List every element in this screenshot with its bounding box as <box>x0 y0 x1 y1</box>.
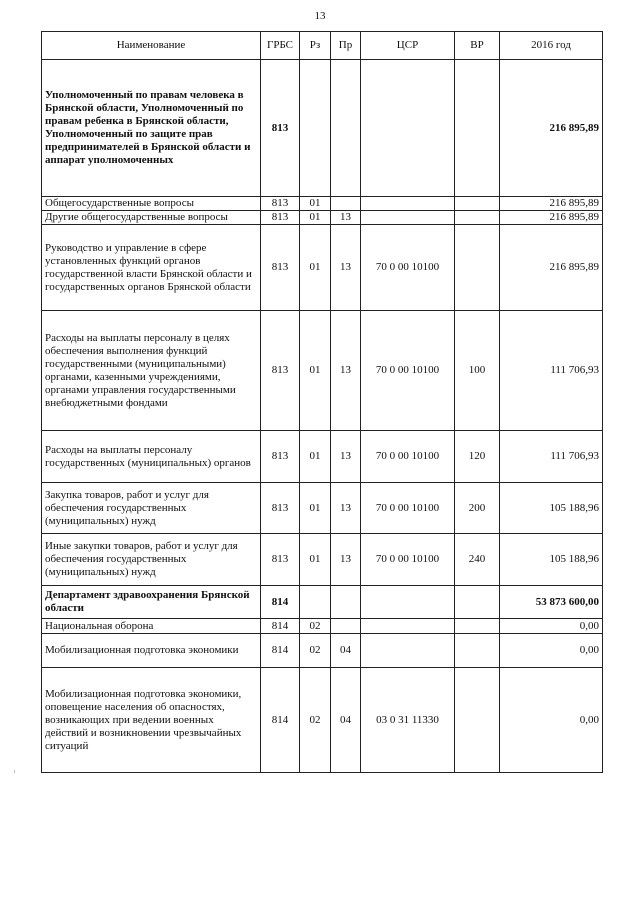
row-amount: 0,00 <box>500 619 603 634</box>
row-amount: 216 895,89 <box>500 60 603 197</box>
row-vr <box>455 225 500 311</box>
header-vr: ВР <box>455 32 500 60</box>
row-amount: 111 706,93 <box>500 431 603 483</box>
row-grbs: 813 <box>261 311 300 431</box>
row-name: Закупка товаров, работ и услуг для обеспечения государственных (муниципальных) нужд <box>42 483 261 534</box>
row-rz: 02 <box>300 668 331 773</box>
table-row <box>42 311 603 431</box>
row-rz: 01 <box>300 534 331 586</box>
row-csr <box>361 60 455 197</box>
page-number: 13 <box>314 10 326 22</box>
row-rz: 02 <box>300 634 331 668</box>
row-amount: 53 873 600,00 <box>500 586 603 619</box>
row-amount: 105 188,96 <box>500 483 603 534</box>
row-name: Уполномоченный по правам человека в Брянской области, Уполномоченный по правам ребенка в Брянской области, Уполномоченный по защите прав предпринимателей в Брянской области и аппарат уполномоченных <box>42 60 261 197</box>
row-rz: 01 <box>300 197 331 211</box>
row-vr: 200 <box>455 483 500 534</box>
row-name: Мобилизационная подготовка экономики, оповещение населения об опасностях, возникающих при ведении военных действий и возникновении чрезвычайных ситуаций <box>42 668 261 773</box>
row-vr: 240 <box>455 534 500 586</box>
row-pr <box>331 60 361 197</box>
row-name: Общегосударственные вопросы <box>42 197 261 211</box>
row-csr <box>361 634 455 668</box>
row-csr: 70 0 00 10100 <box>361 225 455 311</box>
header-year: 2016 год <box>500 32 603 60</box>
row-vr: 100 <box>455 311 500 431</box>
row-rz: 01 <box>300 311 331 431</box>
table-row <box>42 534 603 586</box>
row-name: Мобилизационная подготовка экономики <box>42 634 261 668</box>
table-header-row <box>42 32 603 60</box>
row-pr: 04 <box>331 634 361 668</box>
row-grbs: 813 <box>261 483 300 534</box>
table-row <box>42 197 603 211</box>
row-rz: 01 <box>300 225 331 311</box>
row-pr: 13 <box>331 211 361 225</box>
row-grbs: 813 <box>261 197 300 211</box>
row-name: Национальная оборона <box>42 619 261 634</box>
row-csr <box>361 211 455 225</box>
row-rz: 02 <box>300 619 331 634</box>
row-vr <box>455 634 500 668</box>
table-row <box>42 668 603 773</box>
row-grbs: 813 <box>261 60 300 197</box>
row-pr: 13 <box>331 225 361 311</box>
row-amount: 216 895,89 <box>500 225 603 311</box>
row-vr <box>455 211 500 225</box>
row-pr <box>331 197 361 211</box>
row-grbs: 813 <box>261 431 300 483</box>
table-row <box>42 634 603 668</box>
row-grbs: 814 <box>261 634 300 668</box>
row-pr: 13 <box>331 311 361 431</box>
row-rz: 01 <box>300 483 331 534</box>
row-name: Другие общегосударственные вопросы <box>42 211 261 225</box>
row-vr <box>455 60 500 197</box>
row-csr: 70 0 00 10100 <box>361 483 455 534</box>
table-row <box>42 431 603 483</box>
row-grbs: 813 <box>261 211 300 225</box>
row-name: Департамент здравоохранения Брянской области <box>42 586 261 619</box>
row-pr <box>331 619 361 634</box>
row-csr <box>361 619 455 634</box>
row-vr <box>455 619 500 634</box>
row-name: Расходы на выплаты персоналу в целях обеспечения выполнения функций государственными (муниципальными) органами, казенными учреждениями, органами управления государственными внебюджетными фондами <box>42 311 261 431</box>
table-row <box>42 225 603 311</box>
row-csr: 70 0 00 10100 <box>361 534 455 586</box>
table-row <box>42 586 603 619</box>
row-grbs: 813 <box>261 534 300 586</box>
row-rz <box>300 586 331 619</box>
table-row <box>42 483 603 534</box>
row-csr <box>361 197 455 211</box>
header-grbs: ГРБС <box>261 32 300 60</box>
row-amount: 105 188,96 <box>500 534 603 586</box>
row-pr <box>331 586 361 619</box>
header-pr: Пр <box>331 32 361 60</box>
row-amount: 0,00 <box>500 668 603 773</box>
row-csr: 70 0 00 10100 <box>361 431 455 483</box>
row-csr <box>361 586 455 619</box>
header-name: Наименование <box>42 32 261 60</box>
row-amount: 216 895,89 <box>500 211 603 225</box>
row-vr: 120 <box>455 431 500 483</box>
row-name: Расходы на выплаты персоналу государственных (муниципальных) органов <box>42 431 261 483</box>
table-row <box>42 211 603 225</box>
table-row <box>42 619 603 634</box>
row-pr: 13 <box>331 483 361 534</box>
row-pr: 04 <box>331 668 361 773</box>
row-rz: 01 <box>300 431 331 483</box>
row-vr <box>455 197 500 211</box>
budget-table <box>41 31 603 773</box>
row-pr: 13 <box>331 534 361 586</box>
row-csr: 70 0 00 10100 <box>361 311 455 431</box>
header-csr: ЦСР <box>361 32 455 60</box>
row-grbs: 814 <box>261 668 300 773</box>
margin-mark <box>14 770 15 773</box>
row-pr: 13 <box>331 431 361 483</box>
row-grbs: 814 <box>261 586 300 619</box>
row-grbs: 813 <box>261 225 300 311</box>
row-rz: 01 <box>300 211 331 225</box>
row-vr <box>455 586 500 619</box>
header-rz: Рз <box>300 32 331 60</box>
row-amount: 0,00 <box>500 634 603 668</box>
row-csr: 03 0 31 11330 <box>361 668 455 773</box>
row-rz <box>300 60 331 197</box>
table-row <box>42 60 603 197</box>
row-amount: 111 706,93 <box>500 311 603 431</box>
row-vr <box>455 668 500 773</box>
row-name: Руководство и управление в сфере установленных функций органов государственной власти Брянской области и государственных органов Брянской области <box>42 225 261 311</box>
row-amount: 216 895,89 <box>500 197 603 211</box>
row-name: Иные закупки товаров, работ и услуг для обеспечения государственных (муниципальных) нужд <box>42 534 261 586</box>
row-grbs: 814 <box>261 619 300 634</box>
